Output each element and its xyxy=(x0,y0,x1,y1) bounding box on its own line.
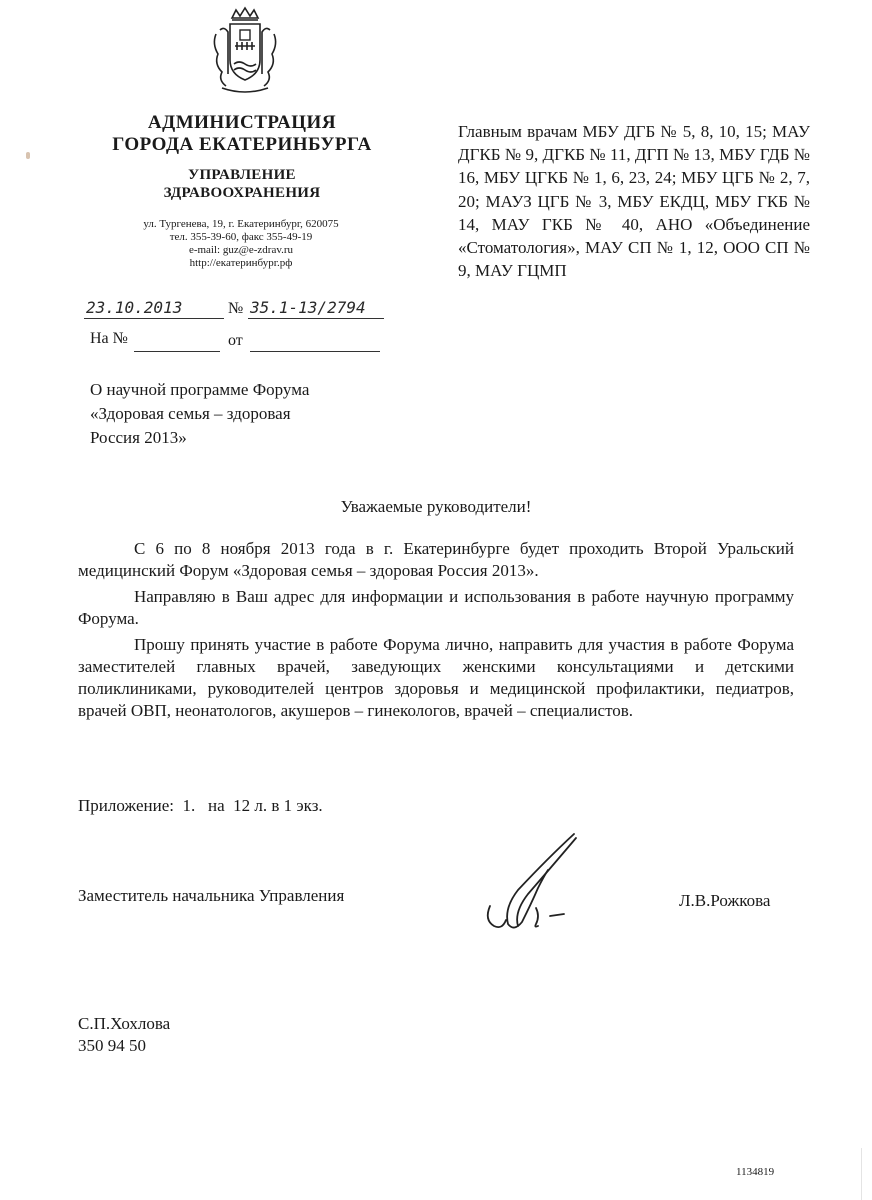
email: e-mail: guz@e-zdrav.ru xyxy=(188,244,294,256)
letter-subject xyxy=(90,378,390,450)
website: http://екатеринбург.рф xyxy=(189,257,293,269)
letterhead-contacts xyxy=(96,218,386,270)
number-underline xyxy=(248,318,384,319)
date-underline xyxy=(84,318,224,319)
page-edge-mark xyxy=(861,1148,872,1200)
letterhead-org xyxy=(86,112,398,156)
body-paragraph-1: С 6 по 8 ноября 2013 года в г. Екатеринбурге будет проходить Второй Уральский медицинский Форум «Здоровая семья – здоровая Россия 2013». xyxy=(78,539,794,580)
attachment-note: Приложение: 1. на 12 л. в 1 экз. xyxy=(78,796,323,815)
registration-number-label: № xyxy=(228,300,244,317)
executor-name: С.П.Хохлова xyxy=(78,1014,171,1033)
document-number: 1134819 xyxy=(736,1166,775,1178)
signatory-position: Заместитель начальника Управления xyxy=(78,886,345,905)
registration-date: 23.10.2013 xyxy=(86,298,183,317)
paper-speck xyxy=(26,152,30,159)
reference-number-blank xyxy=(134,351,220,352)
executor-phone: 350 94 50 xyxy=(78,1036,146,1055)
handwritten-signature xyxy=(478,828,588,938)
registration-number: 35.1-13/2794 xyxy=(250,298,366,317)
coat-of-arms-icon xyxy=(206,4,284,96)
dept-name-line1: УПРАВЛЕНИЕ xyxy=(188,167,296,183)
address: ул. Тургенева, 19, г. Екатеринбург, 620075 xyxy=(143,218,339,230)
org-name-line2: ГОРОДА ЕКАТЕРИНБУРГА xyxy=(112,134,372,155)
greeting: Уважаемые руководители! xyxy=(340,497,532,516)
letter-body xyxy=(78,538,794,726)
reference-date-label: от xyxy=(228,332,243,349)
executor-block xyxy=(78,1013,170,1057)
reference-date-blank xyxy=(250,351,380,352)
body-paragraph-3: Прошу принять участие в работе Форума лично, направить для участия в работе Форума заместителей главных врачей, заведующих женскими консультациями и детскими поликлиниками, руководителей центров здоровья и медицинской профилактики, педиатров, врачей ОВП, неонатологов, акушеров – гинекологов, врачей – специалистов. xyxy=(78,635,794,720)
org-name-line1: АДМИНИСТРАЦИЯ xyxy=(147,112,337,133)
reference-number-label: На № xyxy=(90,330,128,347)
dept-name-line2: ЗДРАВООХРАНЕНИЯ xyxy=(163,185,321,201)
body-paragraph-2: Направляю в Ваш адрес для информации и использования в работе научную программу Форума. xyxy=(78,587,794,628)
signatory-name: Л.В.Рожкова xyxy=(679,891,771,910)
phone-fax: тел. 355-39-60, факс 355-49-19 xyxy=(169,231,313,243)
letterhead-department xyxy=(86,166,398,202)
subject-line3: Россия 2013» xyxy=(90,428,187,447)
subject-line2: «Здоровая семья – здоровая xyxy=(90,404,291,423)
subject-line1: О научной программе Форума xyxy=(90,380,310,399)
recipients-block: Главным врачам МБУ ДГБ № 5, 8, 10, 15; МАУ ДГКБ № 9, ДГКБ № 11, ДГП № 13, МБУ ГДБ № 16, МБУ ЦГКБ № 1, 6, 23, 24; МБУ ЦГБ № 2, 7, 20; МАУЗ ЦГБ № 3, МБУ ЕКДЦ, МБУ ГКБ № 14, МАУ ГКБ № 40, АНО «Объединение «Стоматология», МАУ СП № 1, 12, ООО СП № 9, МАУ ГЦМП xyxy=(458,122,810,281)
